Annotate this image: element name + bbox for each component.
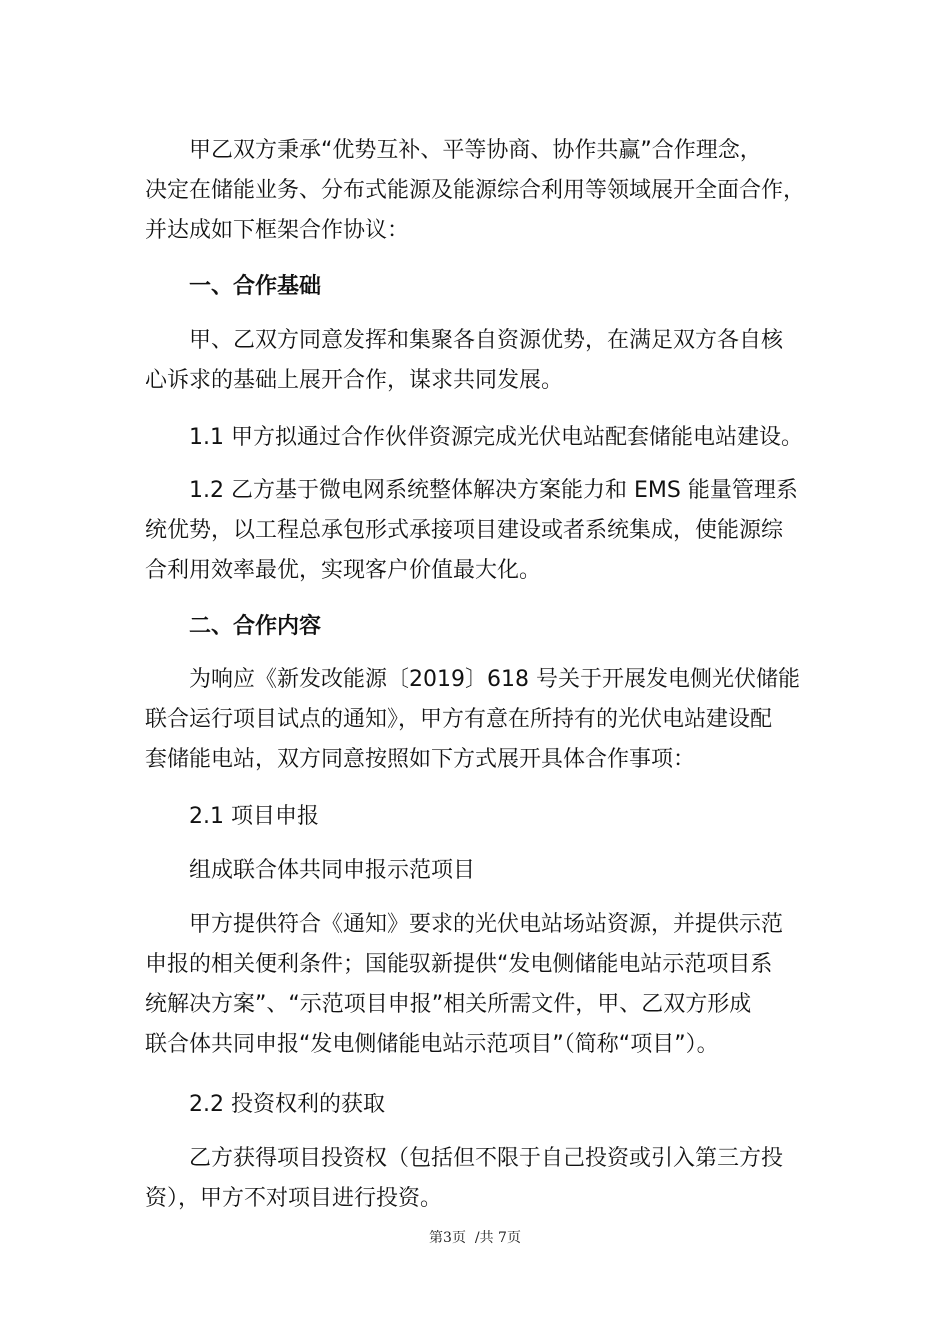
clause-2-1-body	[145, 905, 825, 1065]
text-line: 心诉求的基础上展开合作，谋求共同发展。	[145, 368, 564, 393]
clause-1-1	[145, 418, 825, 458]
page-footer	[0, 1228, 950, 1248]
section-heading-1	[145, 267, 825, 307]
footer-prefix: 第	[429, 1230, 444, 1246]
footer-middle: 页 /共	[451, 1230, 499, 1246]
text-line: 甲乙双方秉承“优势互补、平等协商、协作共赢”合作理念，	[189, 138, 762, 163]
clause-2-2-title	[145, 1085, 825, 1125]
current-page-number: 3	[443, 1230, 452, 1246]
text-line: 并达成如下框架合作协议：	[145, 218, 410, 243]
clause-1-2	[145, 471, 825, 591]
text-line: 统优势，以工程总承包形式承接项目建设或者系统集成，使能源综	[145, 518, 784, 543]
text-line: 1.1 甲方拟通过合作伙伴资源完成光伏电站配套储能电站建设。	[189, 425, 803, 450]
intro-paragraph	[145, 131, 825, 251]
cooperation-basis-paragraph	[145, 321, 825, 401]
heading-text: 一、合作基础	[189, 274, 322, 299]
text-line: 甲方提供符合《通知》要求的光伏电站场站资源，并提供示范	[189, 912, 784, 937]
section-heading-2	[145, 607, 825, 647]
footer-suffix: 页	[506, 1230, 521, 1246]
text-line: 合利用效率最优，实现客户价值最大化。	[145, 558, 542, 583]
clause-2-2-body	[145, 1139, 825, 1219]
text-line: 决定在储能业务、分布式能源及能源综合利用等领域展开全面合作，	[145, 178, 806, 203]
text-line: 2.1 项目申报	[189, 804, 319, 829]
text-line: 申报的相关便利条件；国能驭新提供“发电侧储能电站示范项目系	[145, 952, 773, 977]
text-line: 套储能电站，双方同意按照如下方式展开具体合作事项：	[145, 747, 696, 772]
text-line: 乙方获得项目投资权（包括但不限于自己投资或引入第三方投	[189, 1146, 784, 1171]
text-line: 资），甲方不对项目进行投资。	[145, 1186, 443, 1211]
clause-2-1-title	[145, 797, 825, 837]
text-line: 甲、乙双方同意发挥和集聚各自资源优势，在满足双方各自核	[189, 328, 784, 353]
text-line: 1.2 乙方基于微电网系统整体解决方案能力和 EMS 能量管理系	[189, 478, 798, 503]
total-pages-number: 7	[498, 1230, 507, 1246]
text-line: 联合运行项目试点的通知》，甲方有意在所持有的光伏电站建设配	[145, 707, 773, 732]
text-line: 统解决方案”、“示范项目申报”相关所需文件，甲、乙双方形成	[145, 992, 752, 1017]
text-line: 组成联合体共同申报示范项目	[189, 858, 476, 883]
text-line: 联合体共同申报“发电侧储能电站示范项目”（简称“项目”）。	[145, 1032, 719, 1057]
cooperation-content-paragraph	[145, 660, 825, 780]
text-line: 为响应《新发改能源〔2019〕618 号关于开展发电侧光伏储能	[189, 667, 800, 692]
heading-text: 二、合作内容	[189, 614, 322, 639]
consortium-subtitle	[145, 851, 825, 891]
text-line: 2.2 投资权利的获取	[189, 1092, 385, 1117]
